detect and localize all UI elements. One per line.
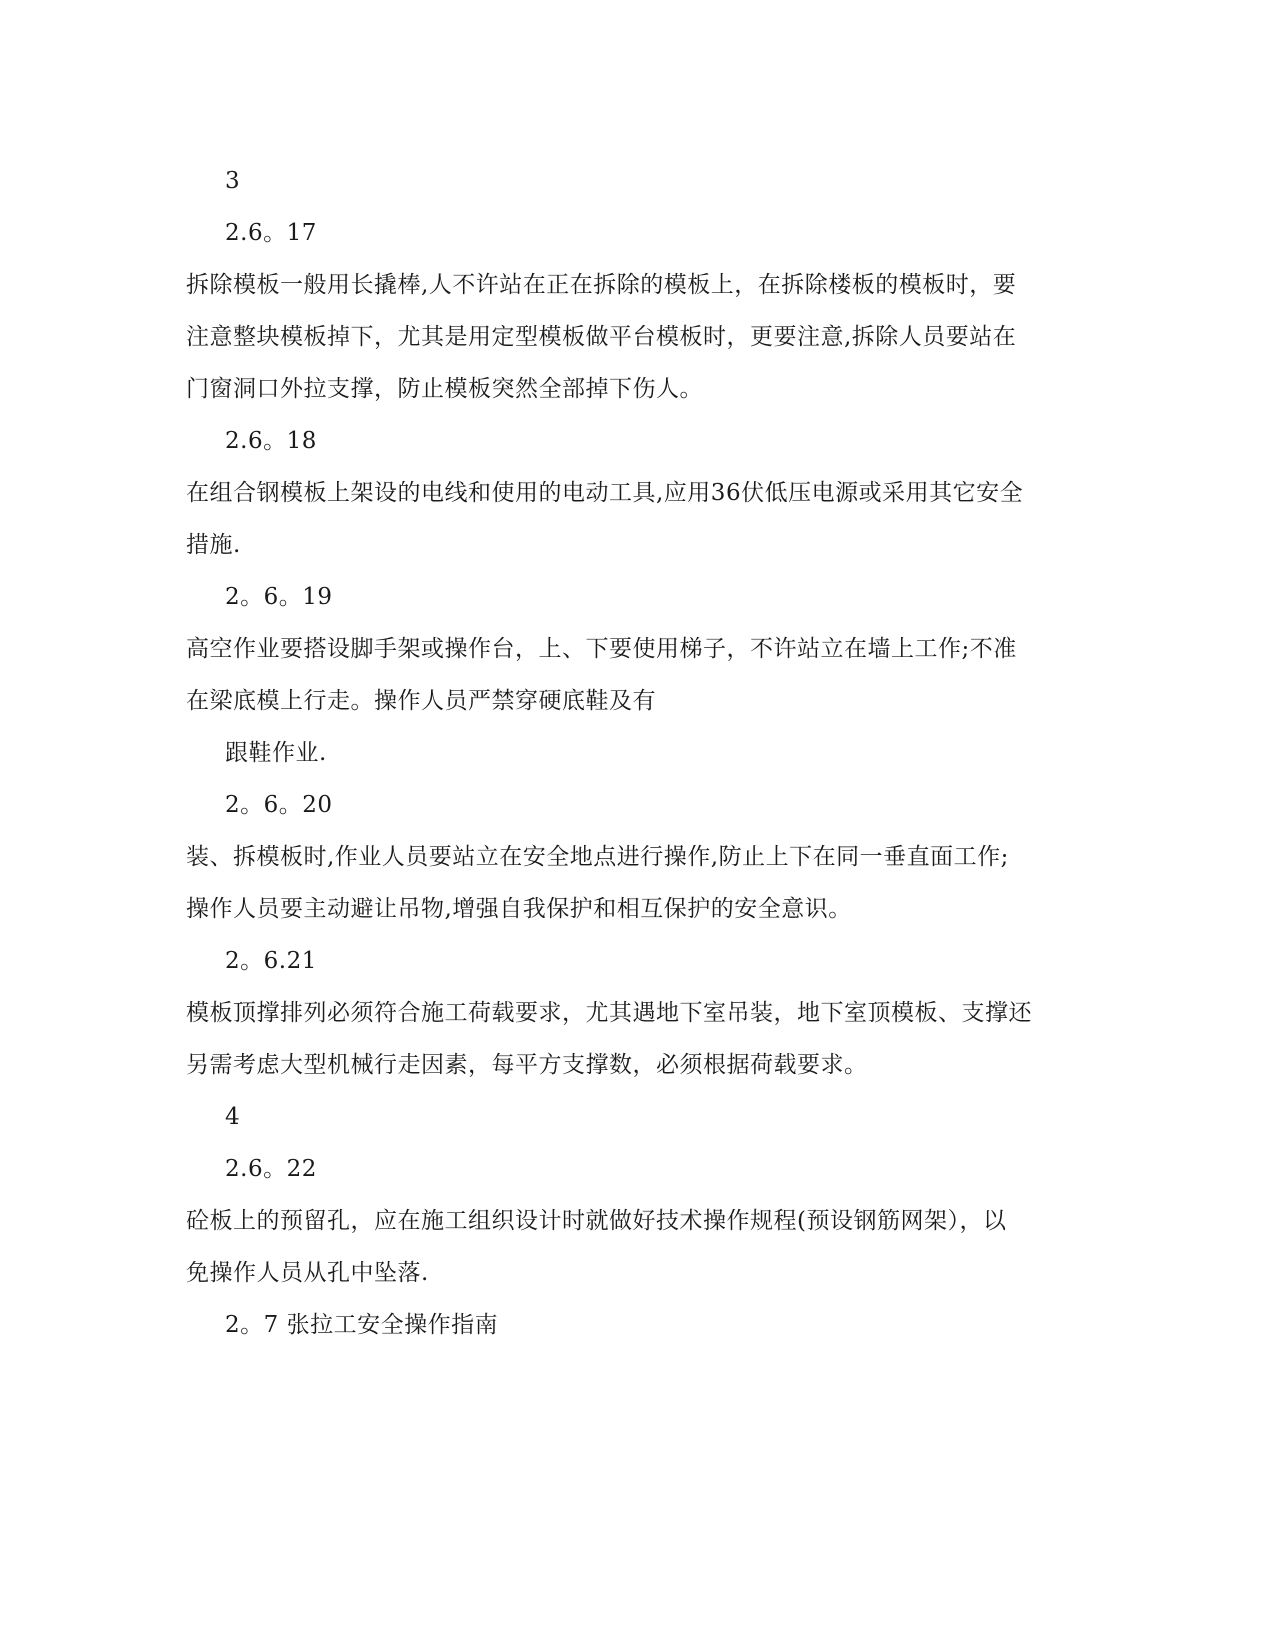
section-number: 2。6。20 — [225, 792, 333, 818]
paragraph-line: 另需考虑大型机械行走因素，每平方支撑数，必须根据荷载要求。 — [186, 1052, 868, 1078]
section-number: 2.6。18 — [225, 428, 317, 454]
paragraph-line: 模板顶撑排列必须符合施工荷载要求，尤其遇地下室吊装，地下室顶模板、支撑还 — [186, 1000, 1032, 1026]
page-number-marker: 3 — [225, 168, 241, 194]
section-number: 2.6。22 — [225, 1156, 317, 1182]
paragraph-line: 免操作人员从孔中坠落. — [186, 1260, 429, 1286]
paragraph-line: 装、拆模板时,作业人员要站立在安全地点进行操作,防止上下在同一垂直面工作; — [186, 844, 1009, 870]
section-number: 2。6。19 — [225, 584, 333, 610]
section-heading: 2。7 张拉工安全操作指南 — [225, 1312, 499, 1338]
section-number: 2.6。17 — [225, 220, 317, 246]
paragraph-line: 在梁底模上行走。操作人员严禁穿硬底鞋及有 — [186, 688, 656, 714]
paragraph-line: 高空作业要搭设脚手架或操作台，上、下要使用梯子，不许站立在墙上工作;不准 — [186, 636, 1017, 662]
paragraph-line: 操作人员要主动避让吊物,增强自我保护和相互保护的安全意识。 — [186, 896, 852, 922]
paragraph-line: 拆除模板一般用长撬棒,人不许站在正在拆除的模板上，在拆除楼板的模板时，要 — [186, 272, 1017, 298]
paragraph-line: 跟鞋作业. — [225, 740, 327, 766]
paragraph-line: 措施. — [186, 532, 241, 558]
page-number-marker: 4 — [225, 1104, 241, 1130]
section-number: 2。6.21 — [225, 948, 317, 974]
paragraph-line: 砼板上的预留孔，应在施工组织设计时就做好技术操作规程(预设钢筋网架），以 — [186, 1208, 1007, 1234]
paragraph-line: 门窗洞口外拉支撑，防止模板突然全部掉下伤人。 — [186, 376, 703, 402]
paragraph-line: 注意整块模板掉下，尤其是用定型模板做平台模板时，更要注意,拆除人员要站在 — [186, 324, 1017, 350]
paragraph-line: 在组合钢模板上架设的电线和使用的电动工具,应用36伏低压电源或采用其它安全 — [186, 480, 1024, 506]
